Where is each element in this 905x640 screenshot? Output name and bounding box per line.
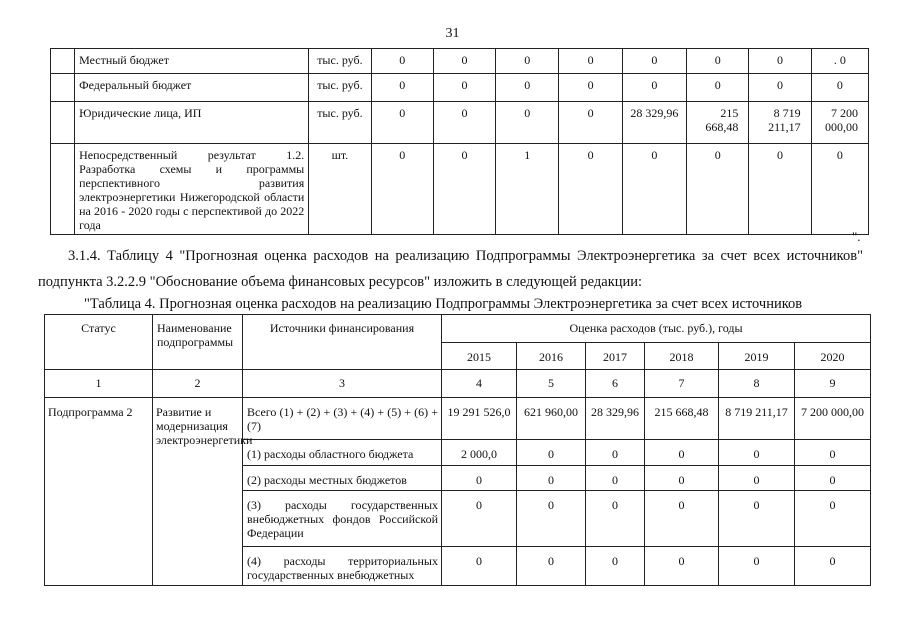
unit-cell: тыс. руб. (309, 49, 371, 74)
header-funding-sources: Источники финансирования (243, 315, 442, 370)
value-cell: 0 (719, 547, 795, 586)
value-cell: 0 (586, 491, 645, 547)
value-cell: 0 (719, 440, 795, 466)
value-cell: 0 (442, 547, 517, 586)
value-cell: 0 (645, 440, 719, 466)
table-row (51, 144, 869, 235)
value-cell: 0 (371, 74, 433, 102)
value-cell: 7 200 000,00 (811, 102, 868, 144)
value-cell: 0 (559, 144, 622, 235)
header-year: 2020 (795, 343, 871, 370)
value-cell: 0 (442, 491, 517, 547)
value-cell: 8 719 211,17 (719, 398, 795, 440)
table-row (51, 74, 869, 102)
amendment-paragraph: 3.1.4. Таблицу 4 "Прогнозная оценка расходов на реализацию Подпрограммы Электроэнергетика за счет всех источников" подпункта 3.2.2.9 "Обоснование объема финансовых ресурсов" изложить в следующей редакции: (38, 248, 863, 290)
value-cell: 0 (795, 491, 871, 547)
value-cell: 28 329,96 (622, 102, 686, 144)
status-cell: Подпрограмма 2 (45, 398, 153, 586)
column-index: 7 (645, 370, 719, 398)
value-cell: 0 (645, 547, 719, 586)
table-caption: "Таблица 4. Прогнозная оценка расходов на реализацию Подпрограммы Электроэнергетика за счет всех источников (84, 296, 803, 312)
header-subprogram-name: Наименование подпрограммы (153, 315, 243, 370)
value-cell: 0 (811, 74, 868, 102)
column-index: 8 (719, 370, 795, 398)
value-cell: 0 (687, 49, 749, 74)
value-cell: 0 (371, 102, 433, 144)
value-cell: 1 (496, 144, 559, 235)
value-cell: 0 (719, 466, 795, 491)
value-cell: . 0 (811, 49, 868, 74)
value-cell: 0 (433, 49, 495, 74)
value-cell: 0 (517, 466, 586, 491)
row-label: Федеральный бюджет (75, 74, 309, 102)
value-cell: 0 (811, 144, 868, 235)
table-row (51, 49, 869, 74)
value-cell: 0 (687, 144, 749, 235)
row-label: Местный бюджет (75, 49, 309, 74)
value-cell: 28 329,96 (586, 398, 645, 440)
value-cell: 0 (559, 49, 622, 74)
column-index: 1 (45, 370, 153, 398)
value-cell: 215 668,48 (645, 398, 719, 440)
value-cell: 0 (622, 74, 686, 102)
value-cell: 0 (559, 102, 622, 144)
value-cell: 0 (795, 466, 871, 491)
value-cell: 0 (645, 491, 719, 547)
row-label: Непосредственный результат 1.2. Разработка схемы и программы перспективного развития электроэнергетики Нижегородской области на 2016 - 2020 годы с перспективой до 2022 года (75, 144, 309, 235)
funding-source-cell: Всего (1) + (2) + (3) + (4) + (5) + (6) + (7) (243, 398, 442, 440)
value-cell: 0 (433, 144, 495, 235)
subprogram-name-cell: Развитие и модернизация электроэнергетики (153, 398, 243, 586)
column-index: 5 (517, 370, 586, 398)
header-year: 2016 (517, 343, 586, 370)
empty-cell (51, 74, 75, 102)
header-expense-estimate: Оценка расходов (тыс. руб.), годы (442, 315, 871, 343)
page-number: 31 (445, 26, 460, 41)
table-row (51, 102, 869, 144)
header-row (45, 315, 871, 343)
column-index: 9 (795, 370, 871, 398)
column-index: 2 (153, 370, 243, 398)
value-cell: 0 (433, 102, 495, 144)
closing-quote: ". (852, 229, 861, 244)
value-cell: 0 (622, 49, 686, 74)
funding-source-cell: (1) расходы областного бюджета (243, 440, 442, 466)
value-cell: 0 (517, 547, 586, 586)
funding-source-cell: (3) расходы государственных внебюджетных фондов Российской Федерации (243, 491, 442, 547)
header-year: 2018 (645, 343, 719, 370)
value-cell: 7 200 000,00 (795, 398, 871, 440)
column-index: 4 (442, 370, 517, 398)
unit-cell: шт. (309, 144, 371, 235)
funding-source-cell: (4) расходы территориальных государственных внебюджетных (243, 547, 442, 586)
value-cell: 0 (517, 491, 586, 547)
value-cell: 0 (517, 440, 586, 466)
funding-source-cell: (2) расходы местных бюджетов (243, 466, 442, 491)
column-index: 3 (243, 370, 442, 398)
value-cell: 19 291 526,0 (442, 398, 517, 440)
value-cell: 0 (586, 466, 645, 491)
table-row (45, 398, 871, 440)
budget-continuation-table (50, 48, 869, 235)
header-year: 2019 (719, 343, 795, 370)
value-cell: 0 (749, 49, 811, 74)
expense-estimate-table (44, 314, 871, 586)
value-cell: 0 (719, 491, 795, 547)
value-cell: 0 (442, 466, 517, 491)
value-cell: 0 (496, 102, 559, 144)
value-cell: 0 (371, 49, 433, 74)
value-cell: 0 (687, 74, 749, 102)
value-cell: 0 (496, 49, 559, 74)
value-cell: 0 (433, 74, 495, 102)
value-cell: 8 719 211,17 (749, 102, 811, 144)
empty-cell (51, 49, 75, 74)
header-status: Статус (45, 315, 153, 370)
value-cell: 2 000,0 (442, 440, 517, 466)
row-label: Юридические лица, ИП (75, 102, 309, 144)
value-cell: 621 960,00 (517, 398, 586, 440)
value-cell: 0 (749, 144, 811, 235)
column-index: 6 (586, 370, 645, 398)
unit-cell: тыс. руб. (309, 74, 371, 102)
value-cell: 0 (496, 74, 559, 102)
value-cell: 0 (586, 547, 645, 586)
unit-cell: тыс. руб. (309, 102, 371, 144)
column-index-row (45, 370, 871, 398)
value-cell: 0 (559, 74, 622, 102)
header-year: 2017 (586, 343, 645, 370)
value-cell: 0 (645, 466, 719, 491)
value-cell: 0 (749, 74, 811, 102)
header-year: 2015 (442, 343, 517, 370)
empty-cell (51, 102, 75, 144)
value-cell: 0 (622, 144, 686, 235)
empty-cell (51, 144, 75, 235)
value-cell: 0 (795, 547, 871, 586)
value-cell: 215 668,48 (687, 102, 749, 144)
value-cell: 0 (586, 440, 645, 466)
value-cell: 0 (795, 440, 871, 466)
value-cell: 0 (371, 144, 433, 235)
